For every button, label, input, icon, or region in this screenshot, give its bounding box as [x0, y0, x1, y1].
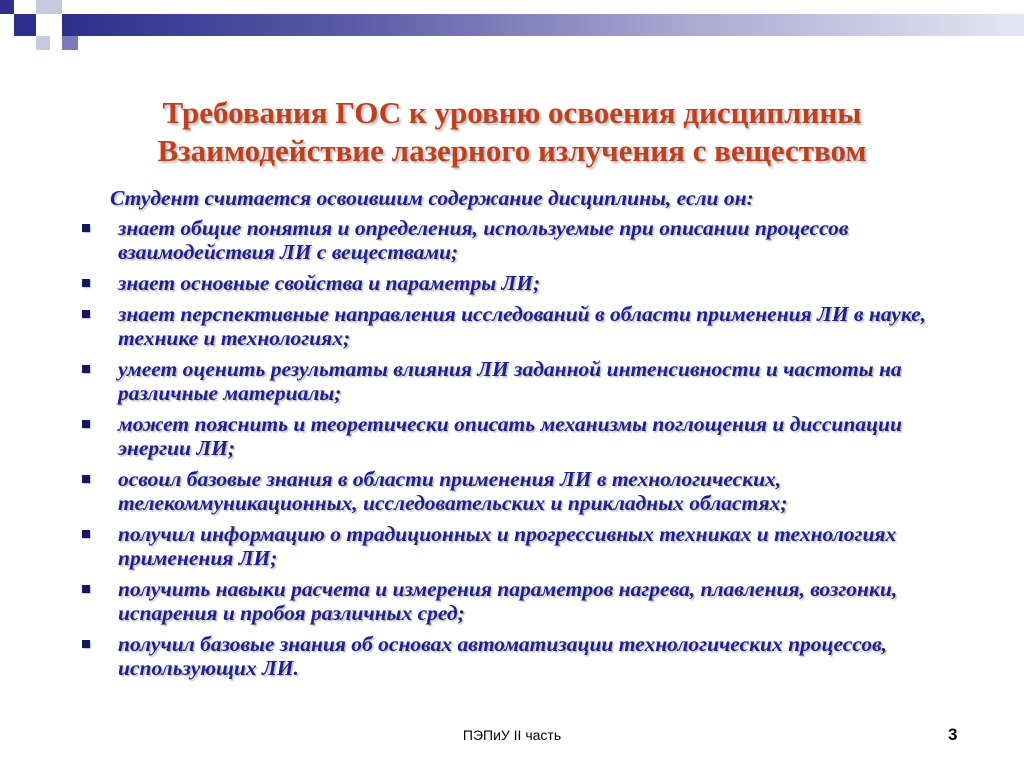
list-item: [82, 522, 962, 570]
deco-gradient-band: [62, 14, 1024, 36]
deco-square: [62, 36, 78, 50]
deco-square: [36, 0, 62, 14]
list-item-text: может пояснить и теоретически описать механизмы поглощения и диссипации энергии ЛИ;: [118, 412, 902, 460]
list-item: [82, 216, 962, 264]
list-item-text: получил информацию о традиционных и прогрессивных техниках и технологиях применения ЛИ;: [118, 522, 897, 570]
footer-label: ПЭПиУ II часть: [462, 727, 562, 743]
list-item: [82, 357, 962, 405]
square-bullet-icon: [82, 224, 90, 232]
square-bullet-icon: [82, 420, 90, 428]
list-item: [82, 412, 962, 460]
list-item: [82, 302, 962, 350]
title-line-1: Требования ГОС к уровню освоения дисциплины: [162, 95, 862, 130]
list-item-text: освоил базовые знания в области применения ЛИ в технологических, телекоммуникационных, исследовательских и прикладных областях;: [118, 467, 788, 515]
square-bullet-icon: [82, 475, 90, 483]
requirements-list: [82, 216, 962, 680]
list-item: [82, 271, 962, 295]
intro-text: Студент считается освоившим содержание дисциплины, если он:: [110, 186, 754, 210]
square-bullet-icon: [82, 365, 90, 373]
slide-title: [0, 94, 1024, 170]
list-item-text: знает основные свойства и параметры ЛИ;: [118, 271, 541, 295]
square-bullet-icon: [82, 640, 90, 648]
decorative-header: [0, 0, 1024, 70]
title-line-2: Взаимодействие лазерного излучения с веществом: [157, 133, 867, 168]
square-bullet-icon: [82, 279, 90, 287]
square-bullet-icon: [82, 585, 90, 593]
list-item: [82, 632, 962, 680]
page-number: 3: [948, 725, 958, 744]
list-item-text: знает перспективные направления исследований в области применения ЛИ в науке, технике и технологиях;: [118, 302, 927, 350]
list-item-text: получил базовые знания об основах автоматизации технологических процессов, использующих ЛИ.: [118, 632, 888, 680]
list-item: [82, 577, 962, 625]
list-item-text: умеет оценить результаты влияния ЛИ заданной интенсивности и частоты на различные материалы;: [118, 357, 902, 405]
deco-square: [36, 36, 50, 50]
list-item: [82, 467, 962, 515]
list-item-text: знает общие понятия и определения, используемые при описании процессов взаимодействия ЛИ с веществами;: [118, 216, 849, 264]
square-bullet-icon: [82, 310, 90, 318]
deco-square: [14, 14, 36, 36]
slide-body: [82, 186, 962, 687]
deco-square: [0, 0, 14, 14]
square-bullet-icon: [82, 530, 90, 538]
list-item-text: получить навыки расчета и измерения параметров нагрева, плавления, возгонки, испарения и пробоя различных сред;: [118, 577, 898, 625]
